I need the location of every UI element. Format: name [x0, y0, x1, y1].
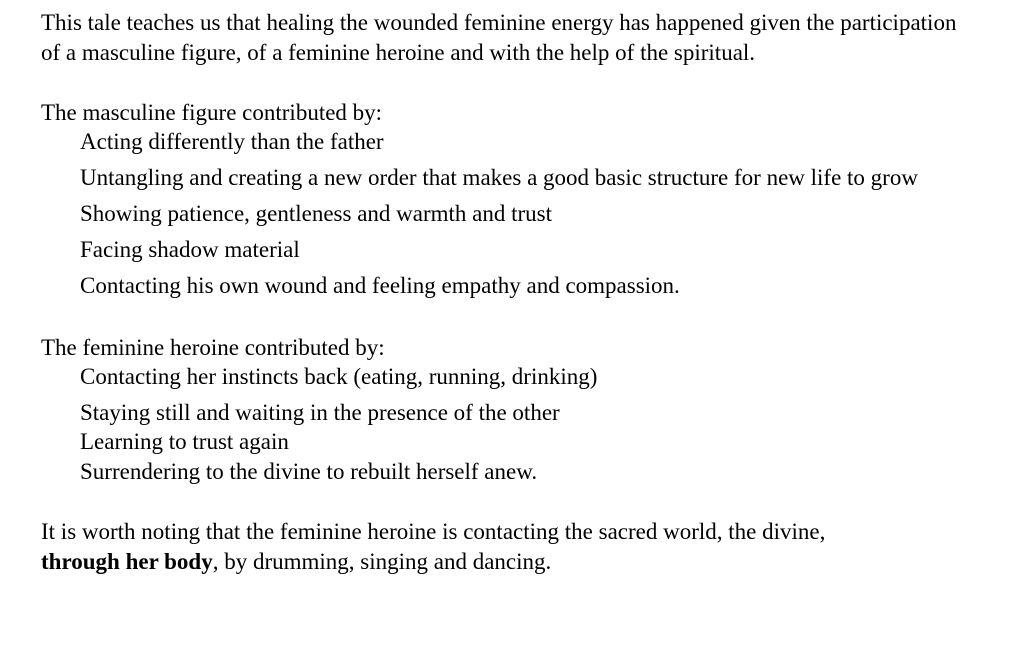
feminine-heading: The feminine heroine contributed by: — [41, 335, 385, 360]
list-item: Untangling and creating a new order that makes a good basic structure for new life to grow — [80, 165, 918, 190]
emphasis-text: through her body — [41, 548, 213, 574]
feminine-list — [41, 362, 971, 486]
masculine-heading: The masculine figure contributed by: — [41, 100, 383, 125]
list-item: Surrendering to the divine to rebuilt herself anew. — [80, 458, 538, 484]
closing-text-start: It is worth noting that the feminine heroine is contacting the sacred world, the divine, — [41, 519, 826, 544]
list-item: Showing patience, gentleness and warmth and trust — [80, 201, 553, 226]
document-body — [41, 8, 971, 576]
closing-paragraph — [41, 517, 971, 576]
masculine-section — [41, 98, 971, 300]
list-item: Facing shadow material — [80, 237, 300, 262]
intro-paragraph: This tale teaches us that healing the wounded feminine energy has happened given the participation of a masculine figure, of a feminine heroine and with the help of the spiritual. — [41, 10, 957, 65]
masculine-list — [41, 127, 971, 300]
list-item: Learning to trust again — [80, 429, 289, 454]
list-item: Staying still and waiting in the presence of the other — [80, 399, 560, 425]
list-item: Contacting his own wound and feeling empathy and compassion. — [80, 273, 680, 298]
closing-text-end: , by drumming, singing and dancing. — [212, 548, 552, 574]
list-item: Acting differently than the father — [80, 129, 384, 154]
feminine-section — [41, 333, 971, 486]
list-item: Contacting her instincts back (eating, running, drinking) — [80, 364, 598, 389]
